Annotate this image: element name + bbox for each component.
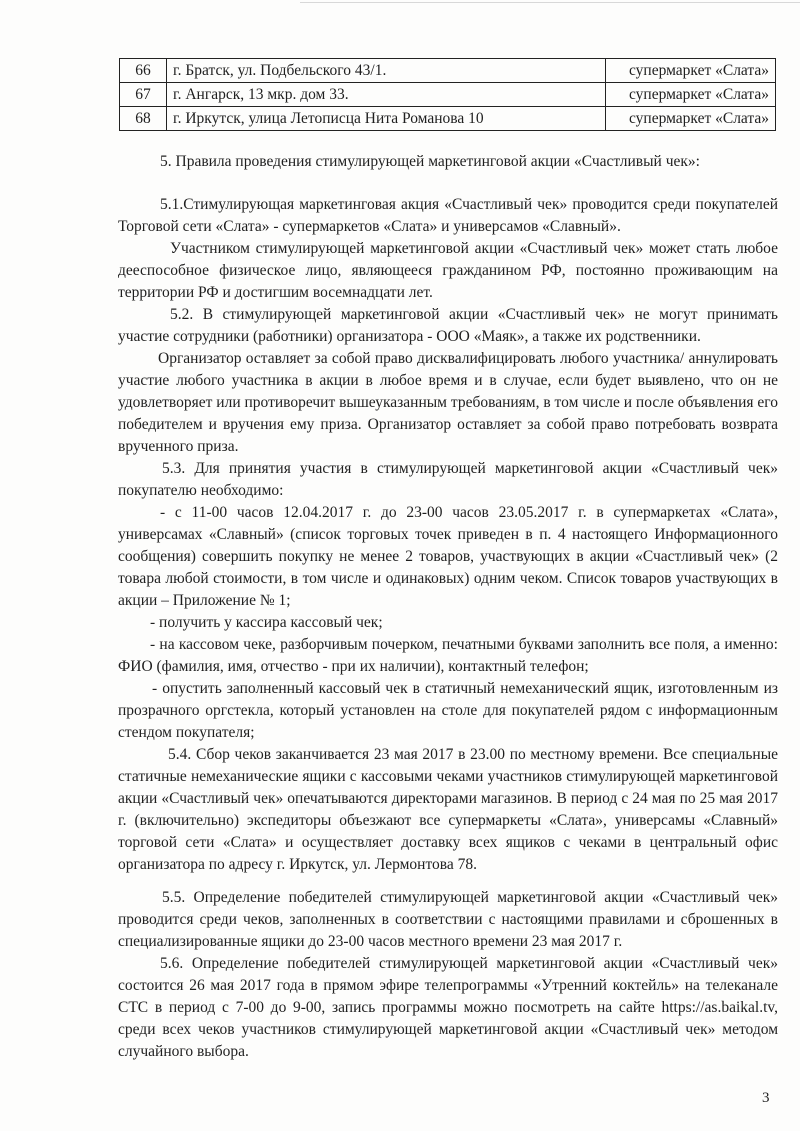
table-row	[120, 83, 776, 107]
list-item-purchase: - с 11-00 часов 12.04.2017 г. до 23-00 часов 23.05.2017 г. в супермаркетах «Слата», универсамах «Славный» (список торговых точек приведен в п. 4 настоящего Информационного сообщения) совершить покупку не менее 2 товаров, участвующих в акции «Счастливый чек» (2 товара любой стоимости, в том числе и одинаковых) одним чеком. Список товаров участвующих в акции – Приложение № 1;	[118, 504, 778, 609]
page-number: 3	[762, 1090, 770, 1106]
list-item-fill-fields: - на кассовом чеке, разборчивым почерком, печатными буквами заполнить все поля, а именно: ФИО (фамилия, имя, отчество - при их наличии), контактный телефон;	[118, 636, 778, 675]
row-number: 66	[120, 59, 167, 83]
paragraph-5-1: 5.1.Стимулирующая маркетинговая акция «Счастливый чек» проводится среди покупателей Торговой сети «Слата» - супермаркетов «Слата» и универсамов «Славный».	[118, 196, 778, 235]
store-address: г. Иркутск, улица Летописца Нита Романова 10	[167, 107, 606, 131]
paragraph-5-4: 5.4. Сбор чеков заканчивается 23 мая 2017 в 23.00 по местному времени. Все специальные статичные немеханические ящики с кассовыми чеками участников стимулирующей маркетинговой акции «Счастливый чек» опечатываются директорами магазинов. В период с 24 мая по 25 мая 2017 г. (включительно) экспедиторы объезжают все супермаркеты «Слата», универсамы «Славный» торговой сети «Слата» и осуществляет доставку всех ящиков с чеками в центральный офис организатора по адресу г. Иркутск, ул. Лермонтова 78.	[118, 746, 778, 873]
store-type: супермаркет «Слата»	[606, 107, 776, 131]
table-row	[120, 59, 776, 83]
row-number: 68	[120, 107, 167, 131]
store-address: г. Ангарск, 13 мкр. дом 33.	[167, 83, 606, 107]
list-item-receipt: - получить у кассира кассовый чек;	[150, 614, 383, 631]
section-heading: 5. Правила проведения стимулирующей маркетинговой акции «Счастливый чек»:	[160, 153, 700, 170]
scan-edge-line	[300, 2, 800, 3]
store-type: супермаркет «Слата»	[606, 83, 776, 107]
store-type: супермаркет «Слата»	[606, 59, 776, 83]
store-list-table	[119, 58, 776, 131]
paragraph-5-2: 5.2. В стимулирующей маркетинговой акции «Счастливый чек» не могут принимать участие сотрудники (работники) организатора - ООО «Маяк», а также их родственники.	[118, 306, 778, 345]
paragraph-organizer: Организатор оставляет за собой право дисквалифицировать любого участника/ аннулировать участие любого участника в акции в любое время и в случае, если будет выявлено, что он не удовлетворяет или противоречит вышеуказанным требованиям, в том числе и после объявления его победителем и вручения ему приза. Организатор оставляет за собой право потребовать возврата врученного приза.	[118, 350, 779, 455]
store-address: г. Братск, ул. Подбельского 43/1.	[167, 59, 606, 83]
paragraph-5-6: 5.6. Определение победителей стимулирующей маркетинговой акции «Счастливый чек» состоится 26 мая 2017 года в прямом эфире телепрограммы «Утренний коктейль» на телеканале СТС в период с 7-00 до 9-00, запись программы можно посмотреть на сайте https://as.baikal.tv, среди всех чеков участников стимулирующей маркетинговой акции «Счастливый чек» методом случайного выбора.	[118, 955, 778, 1060]
row-number: 67	[120, 83, 167, 107]
paragraph-5-5: 5.5. Определение победителей стимулирующей маркетинговой акции «Счастливый чек» проводится среди чеков, заполненных в соответствии с настоящими правилами и сброшенных в специализированные ящики до 23-00 часов местного времени 23 мая 2017 г.	[118, 889, 778, 950]
list-item-drop-box: - опустить заполненный кассовый чек в статичный немеханический ящик, изготовленным из прозрачного оргстекла, который установлен на столе для покупателей рядом с информационным стендом покупателя;	[118, 680, 778, 741]
paragraph-5-3: 5.3. Для принятия участия в стимулирующей маркетинговой акции «Счастливый чек» покупателю необходимо:	[118, 460, 778, 499]
paragraph-participant: Участником стимулирующей маркетинговой акции «Счастливый чек» может стать любое дееспособное физическое лицо, являющееся гражданином РФ, постоянно проживающим на территории РФ и достигшим восемнадцати лет.	[118, 240, 778, 301]
table-row	[120, 107, 776, 131]
